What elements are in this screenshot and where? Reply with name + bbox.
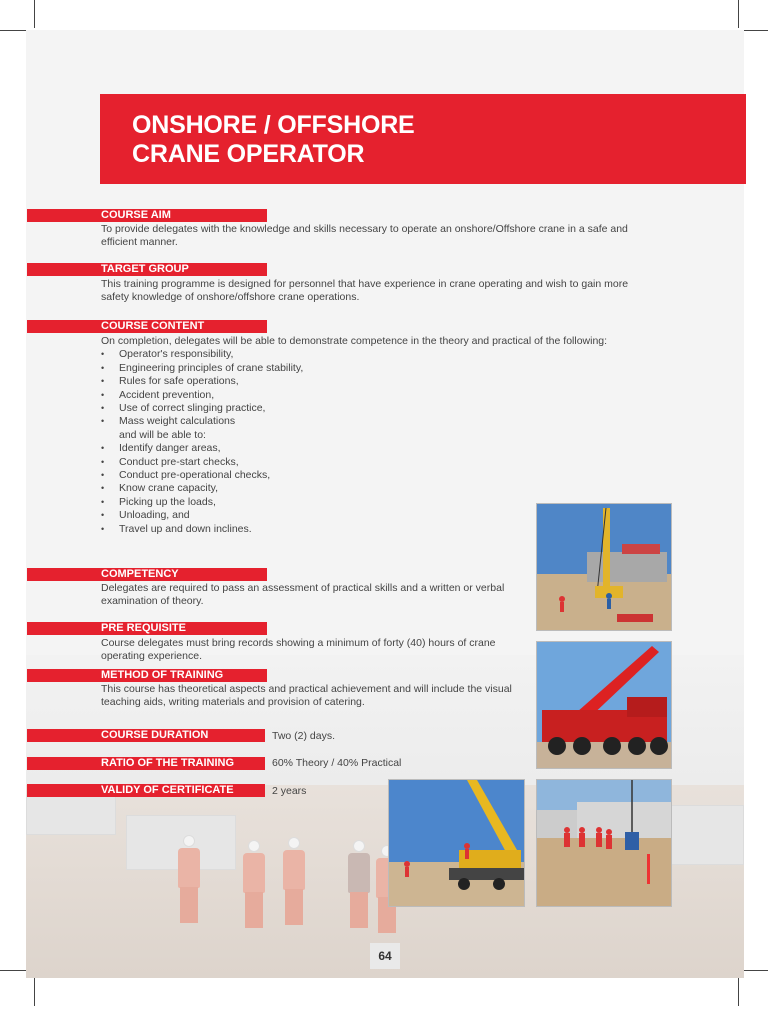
- list-item: • Picking up the loads,: [101, 496, 633, 509]
- list-item: • Rules for safe operations,: [101, 375, 633, 388]
- list-item: • Engineering principles of crane stability,: [101, 362, 633, 375]
- list-item: • Accident prevention,: [101, 389, 633, 402]
- crop-mark: [0, 30, 26, 31]
- pre-requisite-heading: PRE REQUISITE: [27, 622, 267, 635]
- content-sub-heading: and will be able to:: [119, 428, 206, 441]
- list-item: • Identify danger areas,: [101, 442, 633, 455]
- crane-photo-2: [536, 641, 672, 769]
- list-item: • Operator's responsibility,: [101, 348, 633, 361]
- crane-photo-1: [536, 503, 672, 631]
- crop-mark: [0, 970, 26, 971]
- list-item: • Know crane capacity,: [101, 482, 633, 495]
- title-banner: [100, 94, 746, 184]
- list-item: • Conduct pre-operational checks,: [101, 469, 633, 482]
- ratio-heading: RATIO OF THE TRAINING: [27, 757, 265, 770]
- method-heading: METHOD OF TRAINING: [27, 669, 267, 682]
- course-content-intro: On completion, delegates will be able to demonstrate competence in the theory and practical of the following:: [101, 335, 608, 347]
- competency-text: Delegates are required to pass an assessment of practical skills and a written or verbal examination of theory.: [101, 582, 505, 608]
- target-group-text: This training programme is designed for personnel that have experience in crane operating and wish to gain more safety knowledge of onshore/offshore crane operations.: [101, 278, 629, 304]
- duration-heading: COURSE DURATION: [27, 729, 265, 742]
- crop-mark: [738, 978, 739, 1006]
- competency-heading: COMPETENCY: [27, 568, 267, 581]
- pre-requisite-text: Course delegates must bring records showing a minimum of forty (40) hours of crane operating experience.: [101, 637, 496, 663]
- content-list-a: [101, 348, 633, 428]
- ratio-value: 60% Theory / 40% Practical: [272, 757, 402, 769]
- target-group-heading: TARGET GROUP: [27, 263, 267, 276]
- title-line-2: CRANE OPERATOR: [132, 140, 365, 168]
- page-title: [132, 111, 692, 169]
- crop-mark: [742, 30, 768, 31]
- list-item: • Unloading, and: [101, 509, 633, 522]
- crop-mark: [738, 0, 739, 28]
- validity-heading: VALIDY OF CERTIFICATE: [27, 784, 265, 797]
- course-content-heading: COURSE CONTENT: [27, 320, 267, 333]
- method-text: This course has theoretical aspects and practical achievement and will include the visual teaching aids, writing materials and provision of catering.: [101, 683, 512, 709]
- list-item: • Conduct pre-start checks,: [101, 456, 633, 469]
- duration-value: Two (2) days.: [272, 730, 336, 742]
- page-number: 64: [370, 943, 400, 969]
- title-line-1: ONSHORE / OFFSHORE: [132, 111, 415, 139]
- validity-value: 2 years: [272, 785, 307, 797]
- crane-photo-3: [388, 779, 525, 907]
- course-aim-heading: COURSE AIM: [27, 209, 267, 222]
- crop-mark: [742, 970, 768, 971]
- list-item: • Use of correct slinging practice,: [101, 402, 633, 415]
- list-item: • Travel up and down inclines.: [101, 523, 633, 536]
- crop-mark: [34, 978, 35, 1006]
- crane-photo-4: [536, 779, 672, 907]
- course-aim-text: To provide delegates with the knowledge and skills necessary to operate an onshore/Offshore crane in a safe and efficient manner.: [101, 223, 628, 249]
- list-item: • Mass weight calculations: [101, 415, 633, 428]
- crop-mark: [34, 0, 35, 28]
